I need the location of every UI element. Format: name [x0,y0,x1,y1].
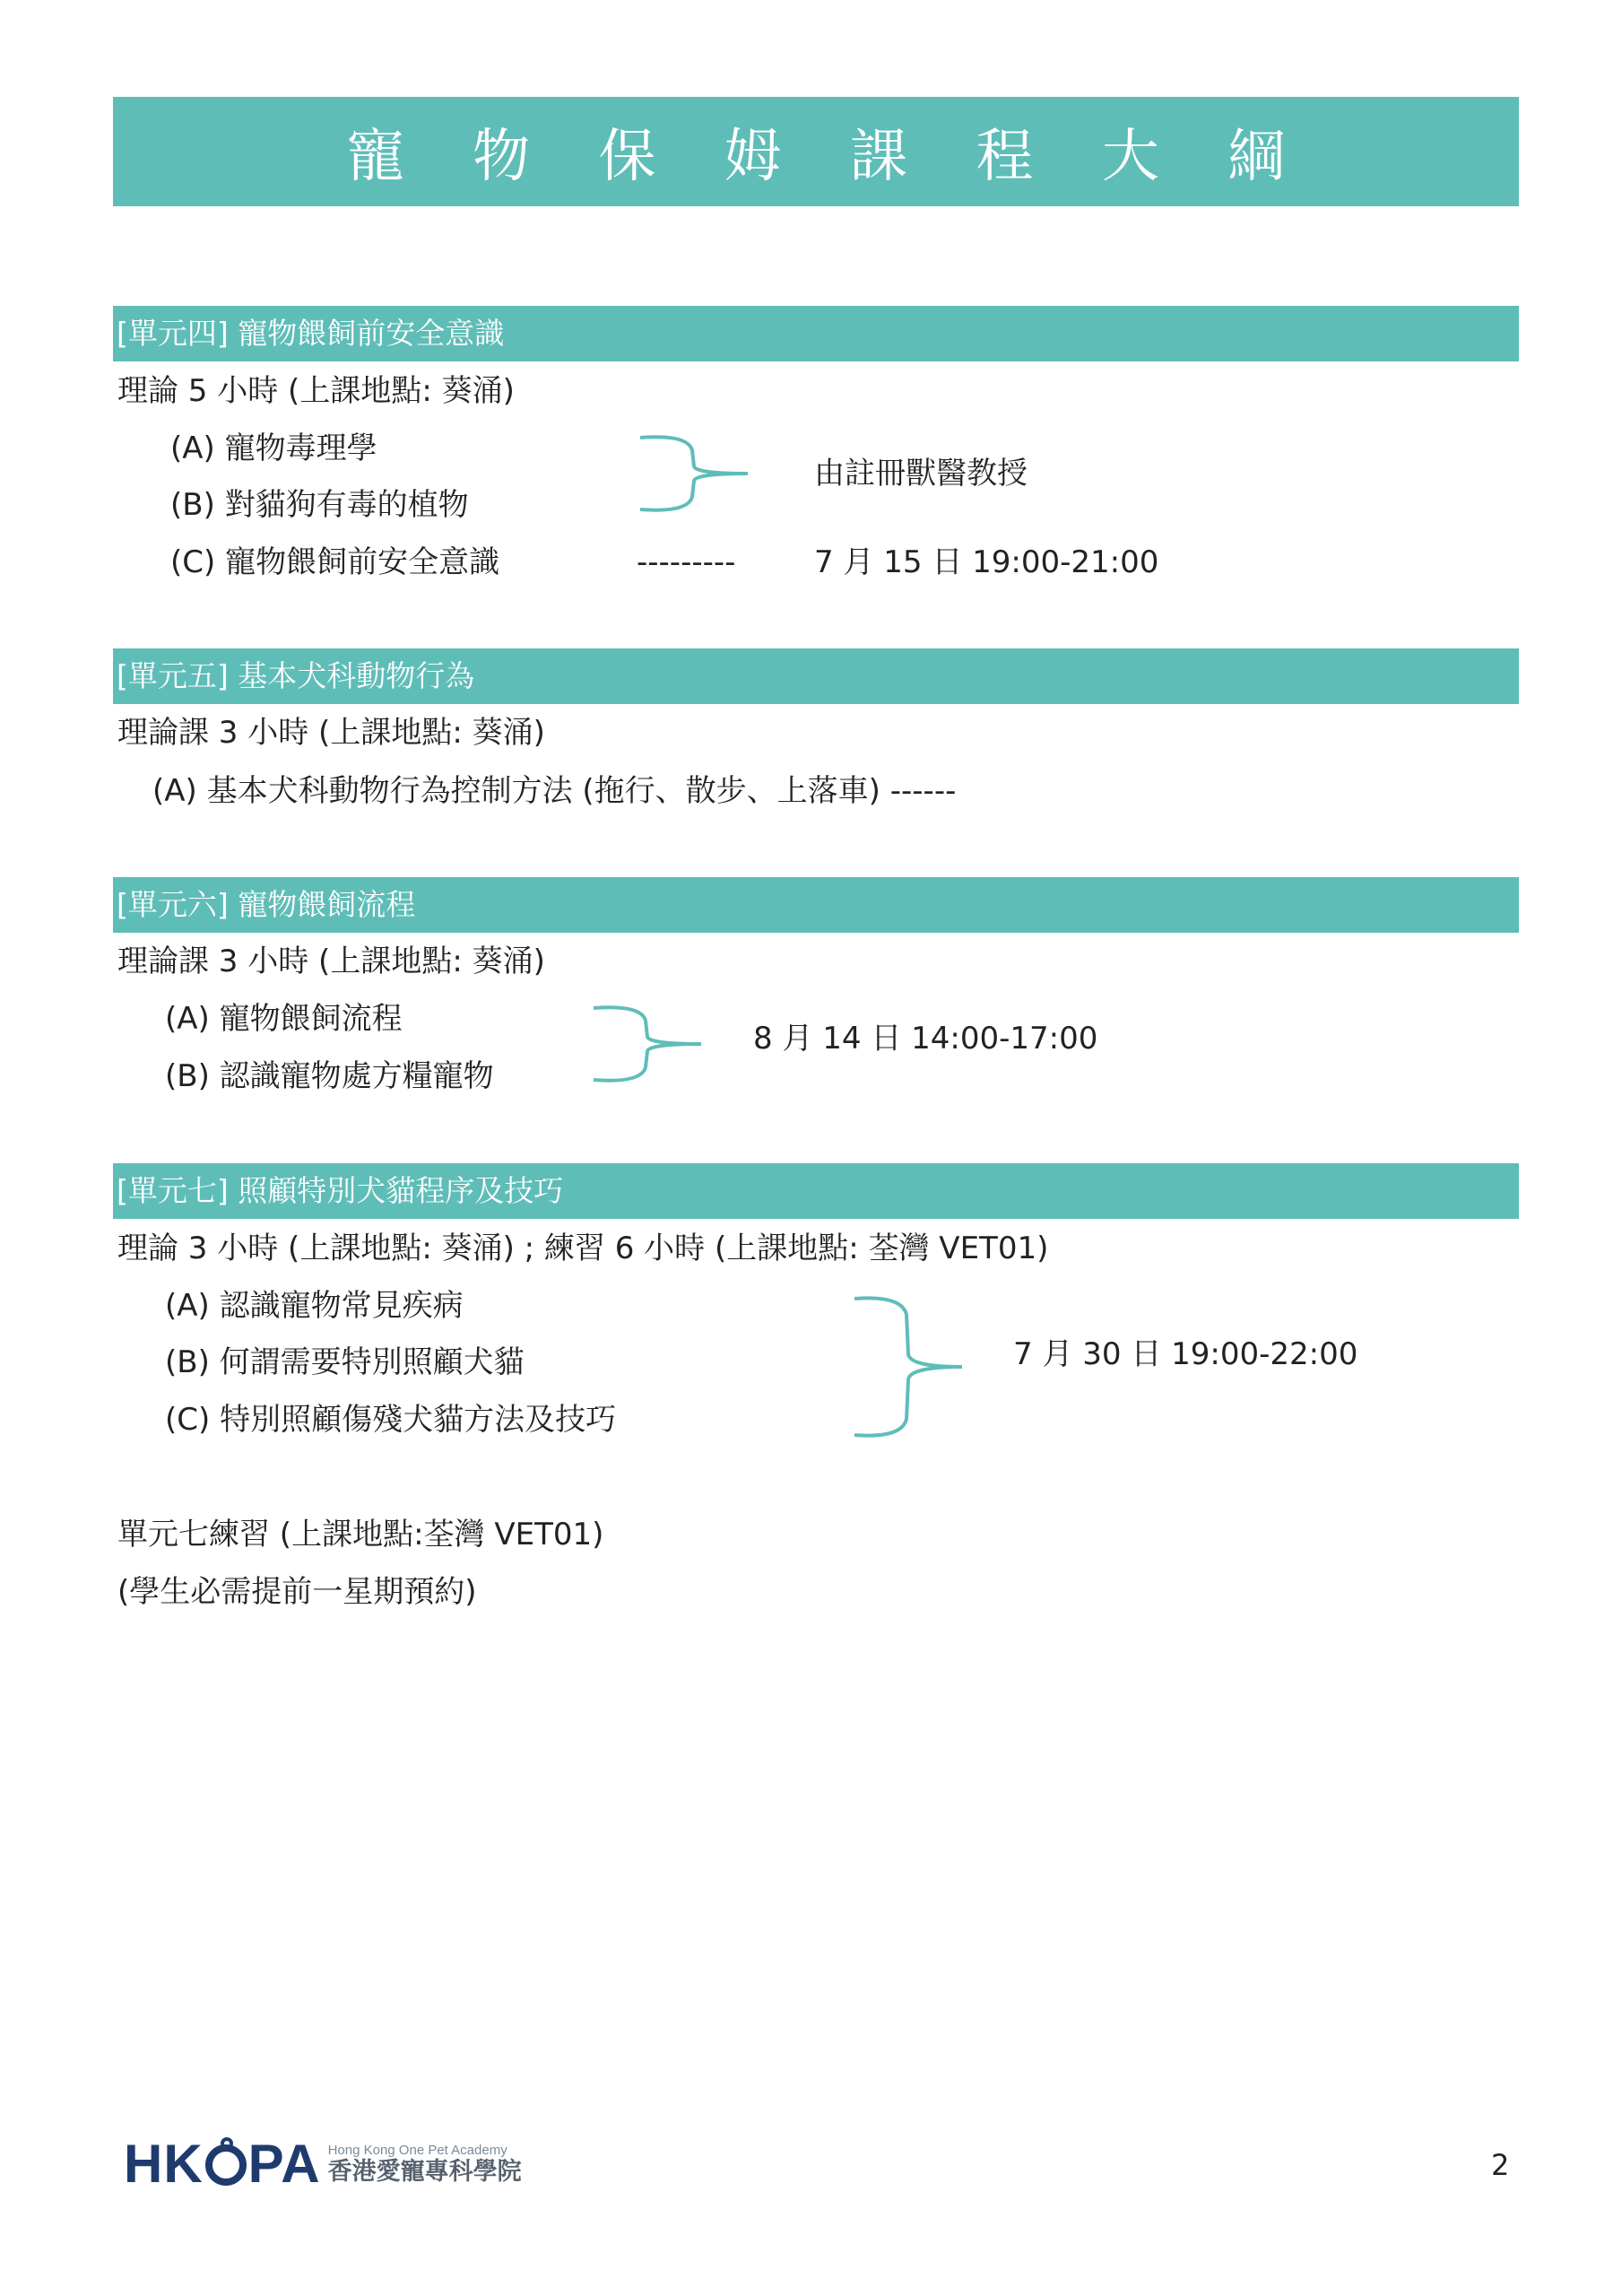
unit4-teacher-note: 由註冊獸醫教授 [814,456,1028,491]
unit7-item-a: (A) 認識寵物常見疾病 [165,1288,464,1324]
unit6-header: [單元六] 寵物餵飼流程 [113,877,1519,933]
unit7-item-c: (C) 特別照顧傷殘犬貓方法及技巧 [165,1402,617,1438]
practice-booking-note: (學生必需提前一星期預約) [117,1574,477,1610]
logo-english-name: Hong Kong One Pet Academy [327,2143,507,2158]
unit5-header: [單元五] 基本犬科動物行為 [113,648,1519,704]
unit4-item-b: (B) 對貓狗有毒的植物 [170,487,469,523]
academy-logo [124,2134,522,2194]
unit6-date: 8 月 14 日 14:00-17:00 [753,1021,1098,1057]
title-banner [113,97,1519,206]
unit6-item-b: (B) 認識寵物處方糧寵物 [165,1058,494,1094]
unit5-hours: 理論課 3 小時 (上課地點: 葵涌) [117,715,545,751]
unit5-item-a: (A) 基本犬科動物行為控制方法 (拖行、散步、上落車) ------ [152,773,957,809]
logo-chinese-name: 香港愛寵專科學院 [327,2158,522,2186]
unit7-header: [單元七] 照顧特別犬貓程序及技巧 [113,1163,1519,1219]
page-number: 2 [1491,2148,1510,2182]
logo-text: HK PA [124,2134,321,2194]
unit4-dashes: --------- [637,544,736,580]
unit4-header: [單元四] 寵物餵飼前安全意識 [113,306,1519,361]
unit6-item-a: (A) 寵物餵飼流程 [165,1001,403,1037]
unit4-item-c: (C) 寵物餵飼前安全意識 [170,544,500,580]
unit6-hours: 理論課 3 小時 (上課地點: 葵涌) [117,944,545,979]
unit4-date: 7 月 15 日 19:00-21:00 [814,544,1159,580]
unit7-item-b: (B) 何謂需要特別照顧犬貓 [165,1344,525,1380]
unit4-hours: 理論 5 小時 (上課地點: 葵涌) [117,373,515,409]
practice-location: 單元七練習 (上課地點:荃灣 VET01) [117,1517,604,1552]
unit7-hours: 理論 3 小時 (上課地點: 葵涌) ; 練習 6 小時 (上課地點: 荃灣 VET01) [117,1231,1049,1266]
unit4-brace-icon [638,434,751,513]
unit7-brace-icon [853,1295,966,1439]
page-title: 寵 物 保 姆 課 程 大 綱 [346,124,1311,190]
unit6-brace-icon [592,1004,705,1083]
unit4-item-a: (A) 寵物毒理學 [170,430,377,466]
unit7-date: 7 月 30 日 19:00-22:00 [1013,1336,1358,1372]
paw-ring-icon [205,2144,247,2186]
